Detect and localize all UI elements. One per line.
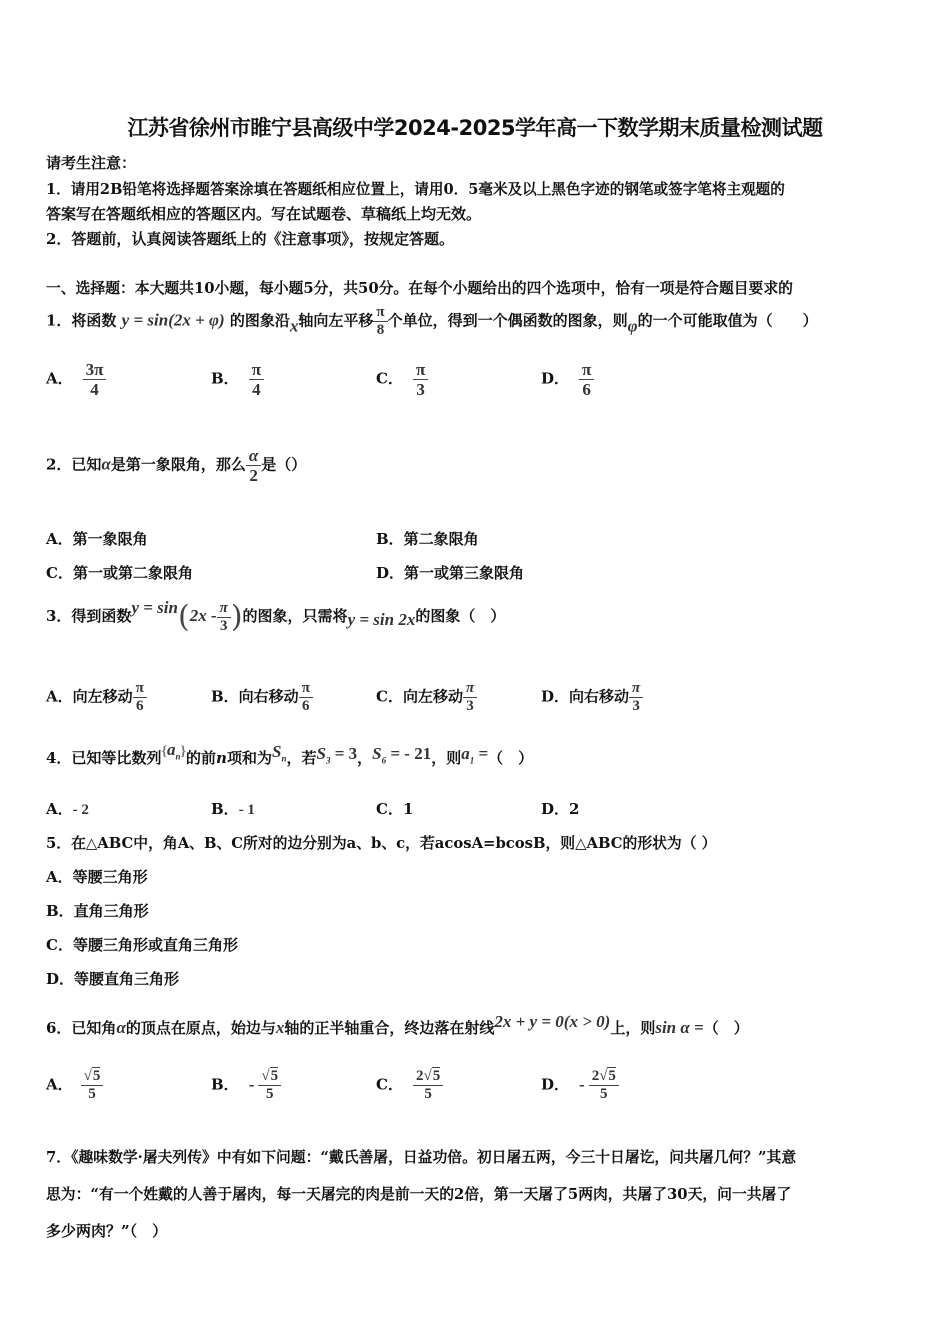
q1-text-4: 的一个可能取值为（ ） xyxy=(637,311,818,330)
q5-option-c[interactable]: C．等腰三角形或直角三角形 xyxy=(46,936,238,954)
q1-x: x xyxy=(289,316,299,336)
q5-option-d[interactable]: D．等腰直角三角形 xyxy=(46,970,180,988)
q3-option-a[interactable]: A．向左移动 $\frac{\pi}{6}$ xyxy=(46,680,147,715)
q1-shift-fraction: $\frac{\pi}{8}$ xyxy=(373,304,387,339)
q4-option-c[interactable]: C．1 xyxy=(376,800,414,818)
q3-text-2: 的图象（ ） xyxy=(415,607,506,625)
q2-text-1: 是第一象限角，那么 xyxy=(110,455,246,474)
q4-s3: $S_3 = 3$ xyxy=(316,744,358,766)
q6-ray: 2x + y = 0(x > 0) xyxy=(494,1012,611,1031)
q6-text-2: 轴的正半轴重合，终边落在射线 xyxy=(284,1019,495,1037)
section-heading: 一、选择题：本大题共10小题，每小题5分，共50分。在每个小题给出的四个选项中，恰有一项是符合题目要求的 xyxy=(46,280,793,297)
q2-option-d[interactable]: D．第一或第三象限角 xyxy=(376,564,525,582)
question-6 xyxy=(46,1012,749,1038)
q6-option-a[interactable]: A． $\frac{√5}{5}$ xyxy=(46,1068,103,1103)
q6-text-4: （ ） xyxy=(703,1019,749,1037)
q6-alpha: α xyxy=(116,1018,126,1037)
q4-option-d[interactable]: D．2 xyxy=(541,800,580,818)
q4-number: 4．已知等比数列 xyxy=(46,749,162,767)
q1-option-c[interactable]: C． $\frac{\pi}{3}$ xyxy=(376,360,428,399)
q4-text-4: ，则 xyxy=(431,749,462,767)
q3-base-function: y = sin 2x xyxy=(347,610,416,629)
q4-sequence: $a_n$ xyxy=(166,740,181,762)
q2-fraction: $\frac{\alpha}{2}$ xyxy=(246,446,261,485)
q1-number: 1．将函数 xyxy=(46,311,117,330)
q4-comma: ， xyxy=(357,749,373,767)
question-7-line-2: 思为：“有一个姓戴的人善于屠肉，每一天屠完的肉是前一天的2倍，第一天屠了5两肉，共屠了30天，问一共屠了 xyxy=(46,1186,792,1203)
q6-option-c[interactable]: C． $\frac{2√5}{5}$ xyxy=(376,1068,443,1103)
q2-option-b[interactable]: B．第二象限角 xyxy=(376,530,479,548)
q3-function: y = sin xyxy=(131,598,178,617)
q1-text-2: 轴向左平移 xyxy=(298,311,374,330)
question-7-line-1: 7．《趣味数学·屠夫列传》中有如下问题：“戴氏善屠，日益功倍。初日屠五两，今三十日屠讫，问共屠几何？”其意 xyxy=(46,1149,797,1166)
q1-option-b[interactable]: B． $\frac{\pi}{4}$ xyxy=(211,360,264,399)
question-7-line-3: 多少两肉？”（ ） xyxy=(46,1222,168,1240)
q2-text-2: 是（） xyxy=(261,455,307,474)
q1-function: y = sin(2x + φ) xyxy=(121,310,225,330)
q4-text-1: 的前 xyxy=(186,749,217,767)
q6-sin: sin α = xyxy=(655,1018,704,1037)
q2-option-a[interactable]: A．第一象限角 xyxy=(46,530,148,548)
question-1 xyxy=(46,304,818,339)
q2-alpha: α xyxy=(101,454,111,474)
q4-n: n xyxy=(216,749,227,767)
q1-text-3: 个单位，得到一个偶函数的图象，则 xyxy=(387,311,628,330)
q6-option-d[interactable]: D． - $\frac{2√5}{5}$ xyxy=(541,1068,619,1103)
notice-line-2: 2．答题前，认真阅读答题纸上的《注意事项》，按规定答题。 xyxy=(46,230,454,248)
q4-Sn: $S_n$ xyxy=(271,742,287,764)
q4-option-b[interactable]: B．- 1 xyxy=(211,800,255,818)
q1-option-a[interactable]: A． $\frac{3\pi}{4}$ xyxy=(46,360,106,399)
question-3: 3．得到函数y = sin(2x - $\frac{\pi}{3}$ )的图象，只需将y = sin 2x的图象（ ） xyxy=(46,598,506,635)
question-2 xyxy=(46,446,306,485)
q5-option-a[interactable]: A．等腰三角形 xyxy=(46,868,148,886)
q6-text-3: 上，则 xyxy=(610,1019,656,1037)
q2-number: 2．已知 xyxy=(46,455,102,474)
q3-number: 3．得到函数 xyxy=(46,607,132,625)
q3-fraction: $\frac{\pi}{3}$ xyxy=(217,600,231,635)
question-5: 5．在△ABC中，角A、B、C所对的边分别为a、b、c，若acosA=bcosB，则△ABC的形状为（ ） xyxy=(46,835,717,852)
q6-text-1: 的顶点在原点，始边与 xyxy=(125,1019,276,1037)
q4-text-2: 项和为 xyxy=(226,749,272,767)
notice-line-1b: 答案写在答题纸相应的答题区内。写在试题卷、草稿纸上均无效。 xyxy=(46,205,482,223)
q6-option-b[interactable]: B． - $\frac{√5}{5}$ xyxy=(211,1068,281,1103)
q1-phi: φ xyxy=(627,316,638,336)
q1-option-d[interactable]: D． $\frac{\pi}{6}$ xyxy=(541,360,594,399)
q3-option-b[interactable]: B．向右移动 $\frac{\pi}{6}$ xyxy=(211,680,313,715)
q5-option-b[interactable]: B．直角三角形 xyxy=(46,902,149,920)
q3-text-1: 的图象，只需将 xyxy=(242,607,348,625)
notice-heading: 请考生注意： xyxy=(46,154,137,172)
q4-text-3: ，若 xyxy=(286,749,317,767)
notice-line-1a: 1．请用2B铅笔将选择题答案涂填在答题纸相应位置上，请用0．5毫米及以上黑色字迹的钢笔或签字笔将主观题的 xyxy=(46,181,785,198)
q4-a1: $a_1$ = xyxy=(461,744,489,766)
exam-title: 江苏省徐州市睢宁县高级中学2024-2025学年高一下数学期末质量检测试题 xyxy=(127,116,823,140)
q6-x: x xyxy=(275,1018,285,1037)
q3-option-c[interactable]: C．向左移动 $\frac{\pi}{3}$ xyxy=(376,680,477,715)
q4-text-5: （ ） xyxy=(488,749,534,767)
q3-option-d[interactable]: D．向右移动 $\frac{\pi}{3}$ xyxy=(541,680,643,715)
q4-s6: $S_6$ = - 21 xyxy=(372,744,432,766)
q6-number: 6．已知角 xyxy=(46,1019,117,1037)
question-4: 4．已知等比数列$\{a_n\}$的前n项和为$S_n$，若$S_3 = 3$，$S_6$ = - 21，则$a_1$ =（ ） xyxy=(46,740,534,767)
q4-option-a[interactable]: A．- 2 xyxy=(46,800,89,818)
q1-text-1: 的图象沿 xyxy=(229,311,290,330)
q2-option-c[interactable]: C．第一或第二象限角 xyxy=(46,564,193,582)
q3-argument: 2x - xyxy=(189,606,217,625)
